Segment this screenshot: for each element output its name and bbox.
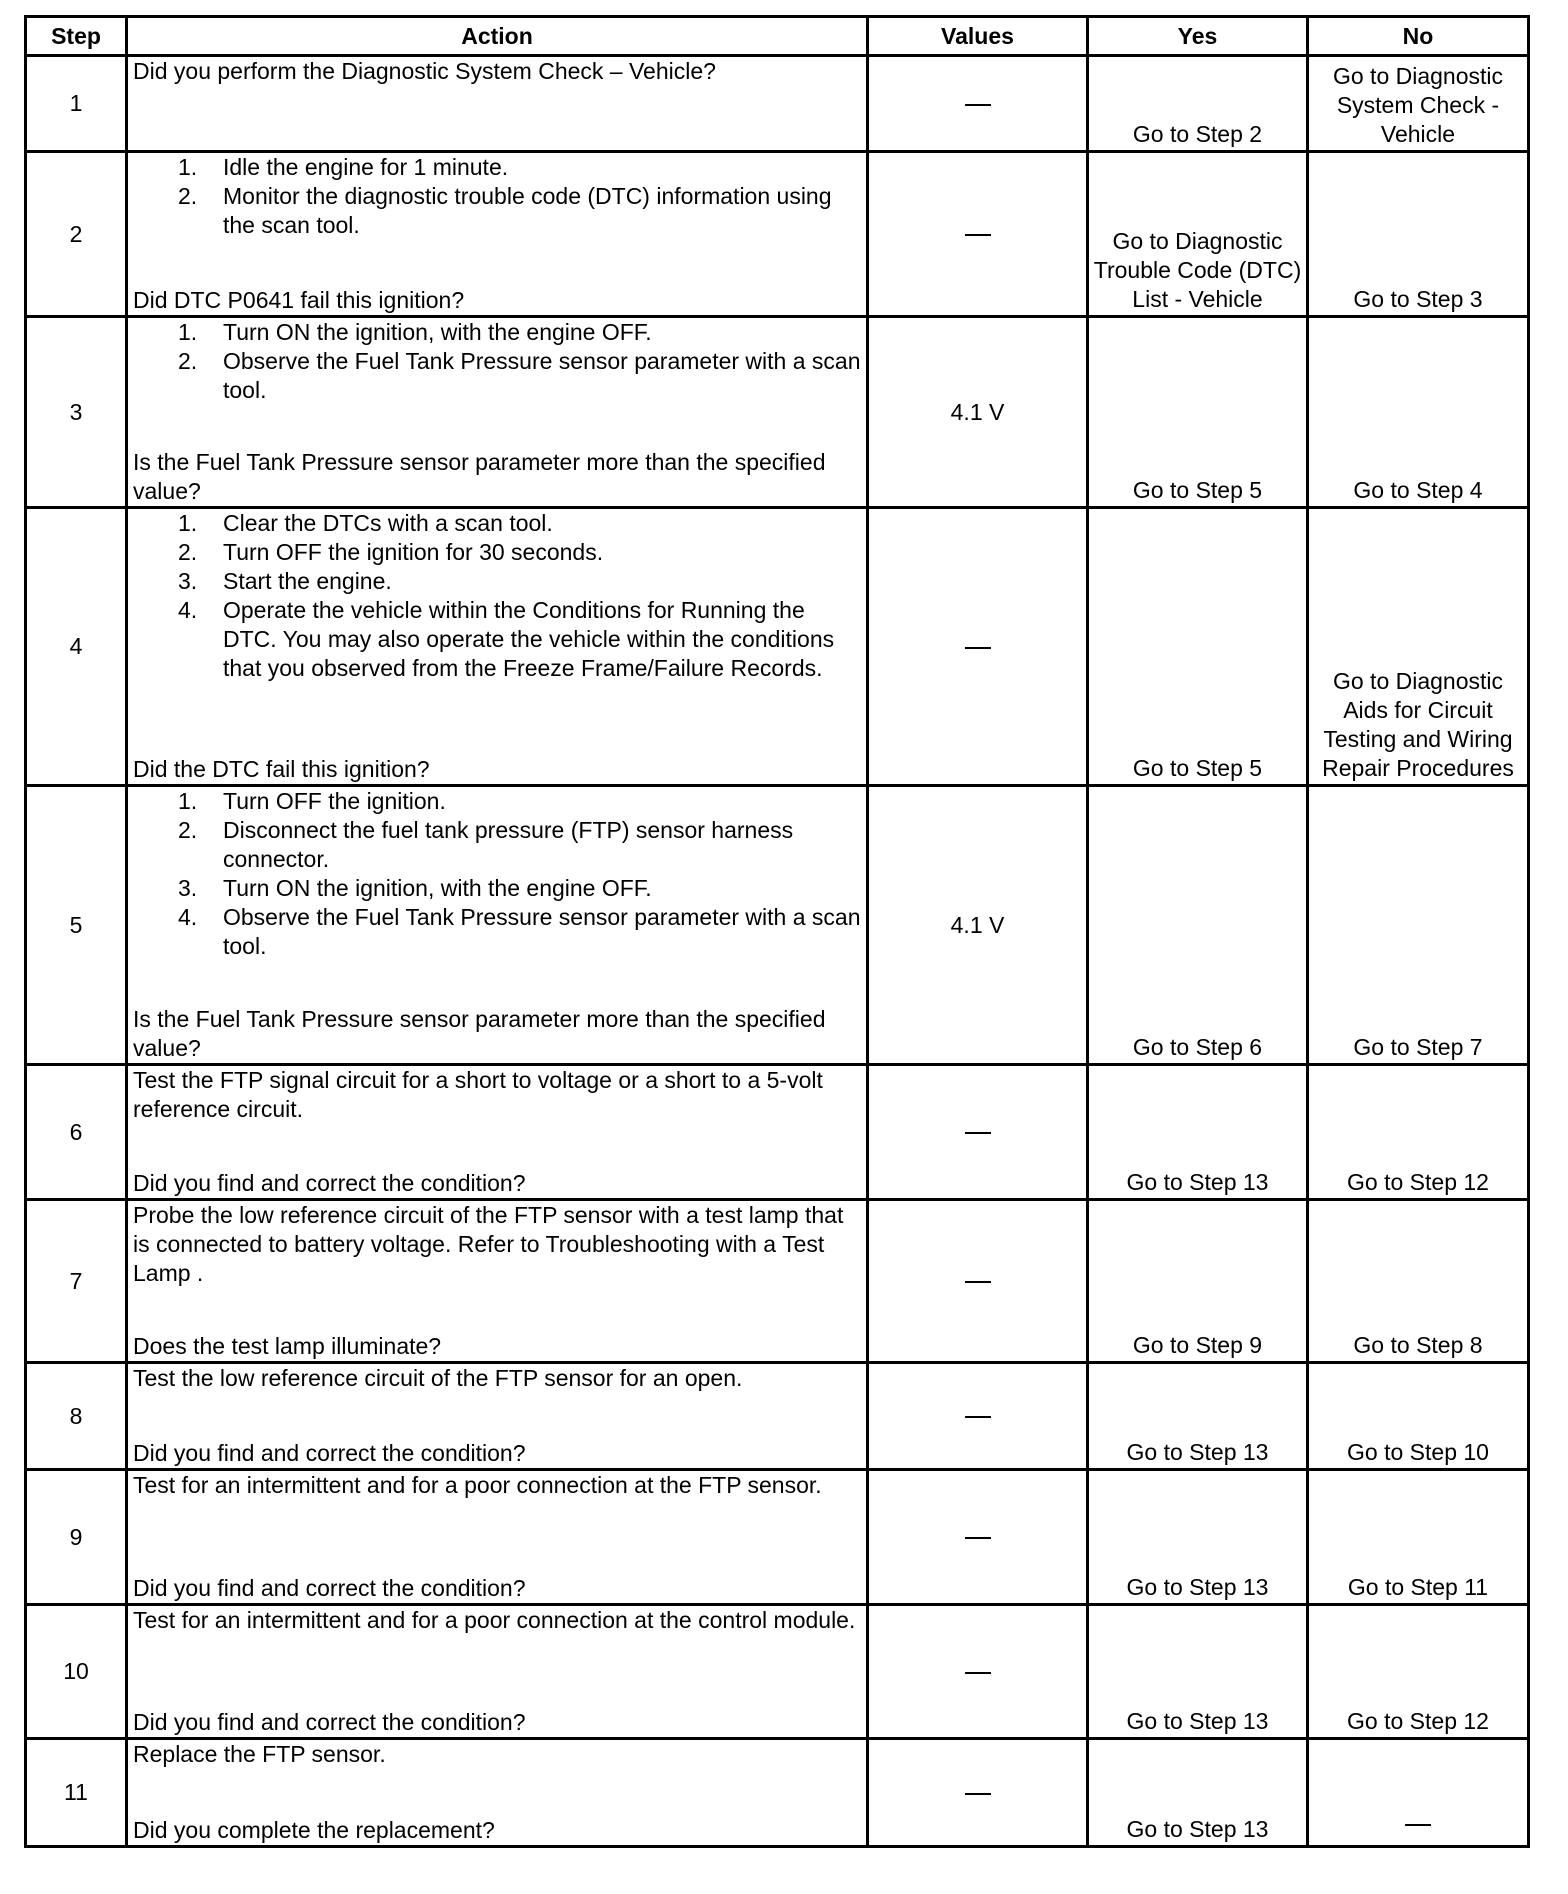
action-content (133, 1471, 862, 1603)
item-text: Monitor the diagnostic trouble code (DTC) information using the scan tool. (223, 183, 832, 238)
table-row (26, 508, 1529, 786)
yes-cell: Go to Step 9 (1088, 1200, 1308, 1363)
action-content (133, 1364, 862, 1468)
no-cell (1308, 1739, 1529, 1847)
action-cell (127, 56, 868, 152)
no-cell: Go to Step 7 (1308, 786, 1529, 1065)
dash-none (965, 1672, 991, 1674)
action-question: Did you complete the replacement? (133, 1817, 495, 1843)
table-row (26, 1065, 1529, 1200)
action-steps-list (133, 153, 862, 240)
action-step-item (133, 318, 862, 347)
action-cell (127, 786, 868, 1065)
item-text: Turn OFF the ignition. (223, 788, 446, 814)
table-row (26, 1200, 1529, 1363)
item-text: Turn ON the ignition, with the engine OFF. (223, 875, 652, 901)
action-steps-list (133, 318, 862, 405)
yes-cell: Go to Step 13 (1088, 1363, 1308, 1470)
step-cell: 5 (26, 786, 127, 1065)
action-question: Did you find and correct the condition? (133, 1709, 526, 1735)
action-step-item (133, 787, 862, 816)
step-cell: 3 (26, 317, 127, 508)
item-number: 1. (178, 510, 198, 536)
action-content (133, 57, 862, 150)
header-row (26, 17, 1529, 56)
table-row (26, 1470, 1529, 1605)
action-step-item (133, 596, 862, 683)
item-text: Start the engine. (223, 568, 392, 594)
no-cell: Go to Step 8 (1308, 1200, 1529, 1363)
action-cell (127, 317, 868, 508)
yes-cell: Go to Step 13 (1088, 1605, 1308, 1739)
action-step-item (133, 567, 862, 596)
yes-cell: Go to Step 5 (1088, 508, 1308, 786)
action-question: Did you find and correct the condition? (133, 1440, 526, 1466)
action-question: Is the Fuel Tank Pressure sensor parameter more than the specified value? (133, 449, 826, 504)
action-content (133, 1606, 862, 1737)
header-step: Step (26, 17, 127, 56)
no-cell: Go to Step 12 (1308, 1065, 1529, 1200)
action-question: Did the DTC fail this ignition? (133, 756, 430, 782)
no-cell: Go to Diagnostic System Check - Vehicle (1308, 56, 1529, 152)
dash-none (965, 1537, 991, 1539)
yes-cell: Go to Step 13 (1088, 1470, 1308, 1605)
action-step-item (133, 874, 862, 903)
header-action: Action (127, 17, 868, 56)
dash-none (965, 1132, 991, 1134)
item-number: 2. (178, 348, 198, 374)
dash-none (965, 1416, 991, 1418)
table-row (26, 56, 1529, 152)
step-cell: 9 (26, 1470, 127, 1605)
table-row (26, 1605, 1529, 1739)
values-cell (868, 56, 1088, 152)
action-intro: Test for an intermittent and for a poor connection at the control module. (133, 1607, 856, 1633)
item-number: 2. (178, 539, 198, 565)
action-intro: Probe the low reference circuit of the FTP sensor with a test lamp that is connected to battery voltage. Refer to Troubleshooting with a Test Lamp . (133, 1202, 844, 1286)
action-cell (127, 1065, 868, 1200)
item-number: 4. (178, 597, 198, 623)
diagnostic-table (24, 15, 1530, 1848)
table-row (26, 1739, 1529, 1847)
step-cell: 2 (26, 152, 127, 317)
table-row (26, 1363, 1529, 1470)
no-cell: Go to Step 11 (1308, 1470, 1529, 1605)
item-text: Turn ON the ignition, with the engine OFF. (223, 319, 652, 345)
item-text: Observe the Fuel Tank Pressure sensor parameter with a scan tool. (223, 348, 861, 403)
action-step-item (133, 509, 862, 538)
step-cell: 7 (26, 1200, 127, 1363)
values-cell (868, 508, 1088, 786)
item-number: 1. (178, 788, 198, 814)
item-text: Disconnect the fuel tank pressure (FTP) sensor harness connector. (223, 817, 794, 872)
values-cell (868, 1363, 1088, 1470)
action-cell (127, 508, 868, 786)
step-cell: 8 (26, 1363, 127, 1470)
dash-none (965, 1281, 991, 1283)
header-values: Values (868, 17, 1088, 56)
values-cell (868, 1739, 1088, 1847)
header-yes: Yes (1088, 17, 1308, 56)
action-intro: Test for an intermittent and for a poor connection at the FTP sensor. (133, 1472, 822, 1498)
no-cell: Go to Step 3 (1308, 152, 1529, 317)
values-cell: 4.1 V (868, 317, 1088, 508)
values-cell (868, 1200, 1088, 1363)
item-number: 1. (178, 154, 198, 180)
yes-cell: Go to Diagnostic Trouble Code (DTC) List - Vehicle (1088, 152, 1308, 317)
yes-cell: Go to Step 13 (1088, 1065, 1308, 1200)
yes-cell: Go to Step 13 (1088, 1739, 1308, 1847)
action-question: Did you find and correct the condition? (133, 1170, 526, 1196)
action-question: Did you find and correct the condition? (133, 1575, 526, 1601)
dash-none (965, 234, 991, 236)
dash-none (965, 1793, 991, 1795)
yes-cell: Go to Step 5 (1088, 317, 1308, 508)
no-cell: Go to Diagnostic Aids for Circuit Testing and Wiring Repair Procedures (1308, 508, 1529, 786)
action-cell (127, 1363, 868, 1470)
step-cell: 10 (26, 1605, 127, 1739)
action-content (133, 787, 862, 1063)
action-question: Does the test lamp illuminate? (133, 1333, 442, 1359)
values-cell: 4.1 V (868, 786, 1088, 1065)
action-step-item (133, 347, 862, 405)
action-intro: Test the FTP signal circuit for a short to voltage or a short to a 5-volt reference circuit. (133, 1067, 823, 1122)
item-number: 2. (178, 183, 198, 209)
action-cell (127, 152, 868, 317)
action-question: Is the Fuel Tank Pressure sensor parameter more than the specified value? (133, 1006, 826, 1061)
dash-none (965, 647, 991, 649)
action-step-item (133, 903, 862, 961)
values-cell (868, 1065, 1088, 1200)
table-row (26, 786, 1529, 1065)
dash-none (965, 104, 991, 106)
item-number: 3. (178, 875, 198, 901)
action-intro: Replace the FTP sensor. (133, 1741, 386, 1767)
action-intro: Did you perform the Diagnostic System Check – Vehicle? (133, 58, 716, 84)
action-content (133, 509, 862, 784)
action-cell (127, 1605, 868, 1739)
action-step-item (133, 816, 862, 874)
action-steps-list (133, 787, 862, 961)
action-content (133, 153, 862, 315)
item-text: Observe the Fuel Tank Pressure sensor parameter with a scan tool. (223, 904, 861, 959)
item-text: Idle the engine for 1 minute. (223, 154, 509, 180)
action-intro: Test the low reference circuit of the FTP sensor for an open. (133, 1365, 743, 1391)
item-text: Clear the DTCs with a scan tool. (223, 510, 553, 536)
item-text: Operate the vehicle within the Conditions for Running the DTC. You may also operate the vehicle within the conditions that you observed from the Freeze Frame/Failure Records. (223, 597, 835, 681)
dash-none (1405, 1824, 1431, 1826)
item-number: 3. (178, 568, 198, 594)
values-cell (868, 152, 1088, 317)
action-cell (127, 1739, 868, 1847)
action-step-item (133, 153, 862, 182)
action-cell (127, 1470, 868, 1605)
action-question: Did DTC P0641 fail this ignition? (133, 287, 465, 313)
no-cell: Go to Step 10 (1308, 1363, 1529, 1470)
item-text: Turn OFF the ignition for 30 seconds. (223, 539, 604, 565)
step-cell: 1 (26, 56, 127, 152)
action-content (133, 1740, 862, 1845)
action-step-item (133, 538, 862, 567)
no-cell: Go to Step 4 (1308, 317, 1529, 508)
action-step-item (133, 182, 862, 240)
action-content (133, 1201, 862, 1361)
header-no: No (1308, 17, 1529, 56)
yes-cell: Go to Step 6 (1088, 786, 1308, 1065)
values-cell (868, 1470, 1088, 1605)
action-cell (127, 1200, 868, 1363)
action-content (133, 318, 862, 506)
action-steps-list (133, 509, 862, 683)
step-cell: 4 (26, 508, 127, 786)
no-cell: Go to Step 12 (1308, 1605, 1529, 1739)
step-cell: 11 (26, 1739, 127, 1847)
table-row (26, 152, 1529, 317)
item-number: 2. (178, 817, 198, 843)
values-cell (868, 1605, 1088, 1739)
item-number: 1. (178, 319, 198, 345)
item-number: 4. (178, 904, 198, 930)
step-cell: 6 (26, 1065, 127, 1200)
yes-cell: Go to Step 2 (1088, 56, 1308, 152)
table-row (26, 317, 1529, 508)
action-content (133, 1066, 862, 1198)
